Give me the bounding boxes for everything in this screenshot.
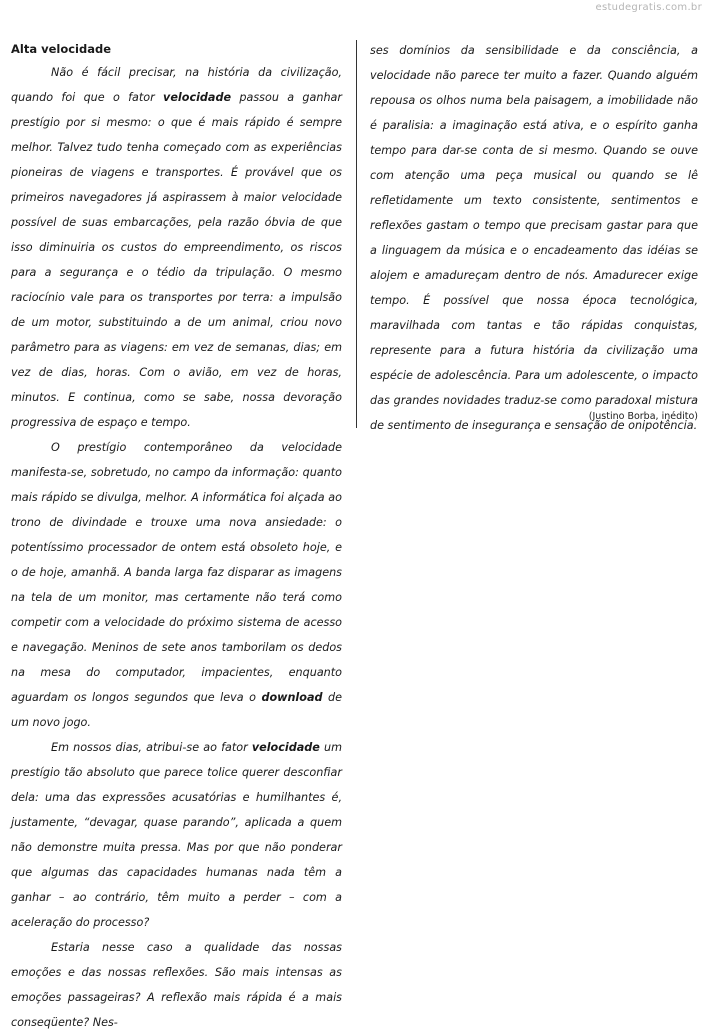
paragraph-2-text-c: de um novo jogo. <box>11 691 342 729</box>
paragraph-1-text-a: Não é fácil precisar, na história da civilização, quando foi que o fator <box>11 66 342 104</box>
site-watermark: estudegratis.com.br <box>595 2 702 13</box>
paragraph-3 <box>11 735 342 935</box>
article-title: Alta velocidade <box>11 42 112 56</box>
paragraph-1-text-c: passou a ganhar prestígio por si mesmo: o que é mais rápido é sempre melhor. Talvez tudo tenha começado com as experiências pioneiras de viagens e transportes. É provável que os primeiros navegadores já aspirassem à maior velocidade possível de suas embarcações, pela razão óbvia de que isso diminuiria os custos do empreendimento, os riscos para a segurança e o tédio da tripulação. O mesmo raciocínio vale para os transportes por terra: a impulsão de um motor, substituindo a de um animal, criou novo parâmetro para as viagens: em vez de semanas, dias; em vez de dias, horas. Com o avião, em vez de horas, minutos. E continua, como se sabe, nossa devoração progressiva de espaço e tempo. <box>11 91 342 429</box>
right-column <box>370 38 698 438</box>
paragraph-5 <box>370 38 698 438</box>
left-column <box>11 38 342 1035</box>
paragraph-5-text: ses domínios da sensibilidade e da consciência, a velocidade não parece ter muito a fazer. Quando alguém repousa os olhos numa bela paisagem, a imobilidade não é paralisia: a imaginação está ativa, e o espírito ganha tempo para dar-se conta de si mesmo. Quando se ouve com atenção uma peça musical ou quando se lê refletidamente um texto consistente, sentimentos e reflexões gastam o tempo que precisam gastar para que a linguagem da música e o encadeamento das idéias se alojem e amadureçam dentro de nós. Amadurecer exige tempo. É possível que nossa época tecnológica, maravilhada com tantas e tão rápidas conquistas, represente para a futura história da civilização uma espécie de adolescência. Para um adolescente, o impacto das grandes novidades traduz-se como paradoxal mistura de sentimento de insegurança e sensação de onipotência. <box>370 44 698 432</box>
paragraph-4-text: Estaria nesse caso a qualidade das nossas emoções e das nossas reflexões. São mais intensas as emoções passageiras? A reflexão mais rápida é a mais conseqüente? Nes- <box>11 941 342 1029</box>
paragraph-3-text-a: Em nossos dias, atribui-se ao fator <box>51 741 252 754</box>
paragraph-3-emphasis: velocidade <box>251 741 320 754</box>
paragraph-2-text-a: O prestígio contemporâneo da velocidade manifesta-se, sobretudo, no campo da informação: quanto mais rápido se divulga, melhor. A informática foi alçada ao trono de divindade e trouxe uma nova ansiedade: o potentíssimo processador de ontem está obsoleto hoje, e o de hoje, amanhã. A banda larga faz disparar as imagens na tela de um monitor, mas certamente não terá como competir com a velocidade do próximo sistema de acesso e navegação. Meninos de sete anos tamborilam os dedos na mesa do computador, impacientes, enquanto aguardam os longos segundos que leva o <box>11 441 342 704</box>
paragraph-3-text-c: um prestígio tão absoluto que parece tolice querer desconfiar dela: uma das expressões acusatórias e humilhantes é, justamente, “devagar, quase parando”, aplicada a quem não demonstre muita pressa. Mas por que não ponderar que algumas das capacidades humanas nada têm a ganhar – ao contrário, têm muito a perder – com a aceleração do processo? <box>11 741 343 929</box>
paragraph-4 <box>11 935 342 1035</box>
paragraph-1 <box>11 60 342 435</box>
column-divider <box>356 40 357 428</box>
source-attribution: (Justino Borba, inédito) <box>588 411 698 422</box>
paragraph-1-emphasis: velocidade <box>163 91 232 104</box>
paragraph-2 <box>11 435 342 735</box>
paragraph-2-emphasis: download <box>261 691 323 704</box>
